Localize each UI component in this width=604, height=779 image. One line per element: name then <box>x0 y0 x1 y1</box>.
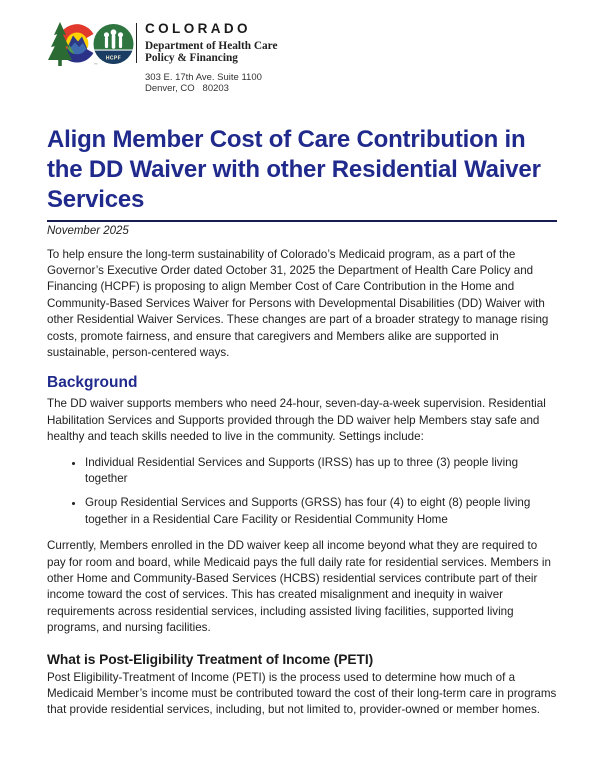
page-title: Align Member Cost of Care Contribution in the DD Waiver with other Residential Waiver Services <box>47 125 541 213</box>
title-rule <box>47 220 557 222</box>
address-line2: Denver, CO 80203 <box>145 83 229 95</box>
settings-list <box>47 455 557 529</box>
peti-paragraph: Post Eligibility-Treatment of Income (PETI) is the process used to determine how much of a Medicaid Member’s income must be contributed toward the cost of their long-term care in programs that provide residential services, including, but not limited to, provider-owned or member homes. <box>47 670 557 717</box>
hcpf-seal-icon <box>93 24 134 65</box>
letterhead <box>47 20 557 95</box>
letterhead-divider <box>136 23 137 63</box>
dept-name-line2: Policy & Financing <box>145 52 238 65</box>
dept-name-line1: Department of Health Care <box>145 39 278 52</box>
current-state-paragraph: Currently, Members enrolled in the DD waiver keep all income beyond what they are required to pay for room and board, while Medicaid pays the full daily rate for residential services. Members in other Home and Community-Based Services (HCBS) residential services contribute part of their income toward the cost of services. This has created misalignment and inequity in waiver requirements across residential services, including assisted living facilities, supported living programs, and nursing facilities. <box>47 539 551 635</box>
list-item-irss: • Individual Residential Services and Supports (IRSS) has up to three (3) people living together <box>85 455 557 488</box>
brand-wordmark: COLORADO <box>145 21 251 36</box>
colorado-hcpf-logo-icon <box>47 21 134 68</box>
section-heading-peti: What is Post-Eligibility Treatment of Income (PETI) <box>47 651 374 667</box>
letterhead-text <box>145 20 278 95</box>
trademark-symbol: ™ <box>94 62 98 67</box>
people-icon <box>104 30 122 47</box>
doc-date: November 2025 <box>47 224 129 237</box>
intro-paragraph: To help ensure the long-term sustainability of Colorado’s Medicaid program, as a part of the Governor’s Executive Order dated October 31, 2025 the Department of Health Care Policy and Financing (HCPF) is proposing to align Member Cost of Care Contribution in the Home and Community-Based Services Waiver for Persons with Developmental Disabilities (DD) Waiver with other Residential Waiver Services. These changes are part of a broader strategy to manage rising costs, promote fairness, and ensure that caregivers and Members alike are supported in sustainable, person-centered ways. <box>47 247 549 359</box>
hcpf-seal-label: HCPF <box>105 55 122 62</box>
address-line1: 303 E. 17th Ave. Suite 1100 <box>145 72 262 84</box>
list-item-grss: • Group Residential Services and Supports (GRSS) has four (4) to eight (8) people living together in a Residential Care Facility or Residential Community Home <box>85 495 557 528</box>
background-paragraph: The DD waiver supports members who need 24-hour, seven-day-a-week supervision. Residential Habilitation Services and Supports provided through the DD waiver help Members stay safe and healthy and teach skills needed to live in the community. Settings include: <box>47 397 546 444</box>
section-heading-background: Background <box>47 374 138 392</box>
